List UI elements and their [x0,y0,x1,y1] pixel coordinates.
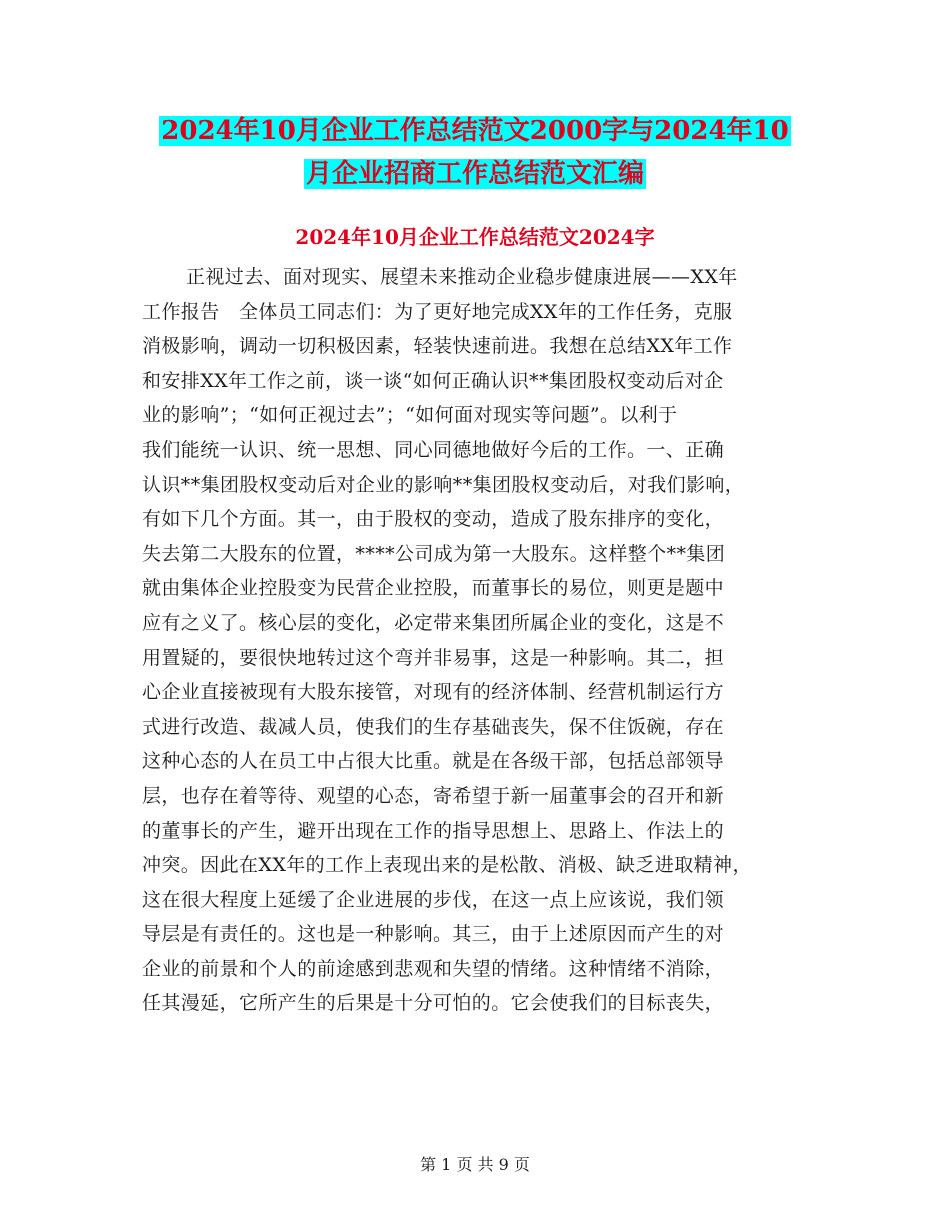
body-line: 导层是有责任的。这也是一种影响。其三，由于上述原因而产生的对 [142,923,725,946]
section-heading: 2024年10月企业工作总结范文2024字 [295,225,655,249]
document-title-line-2-text: 月企业招商工作总结范文汇编 [305,159,644,189]
body-line: 的董事长的产生，避开出现在工作的指导思想上、思路上、作法上的 [142,819,725,842]
body-line: 冲突。因此在XX年的工作上表现出来的是松散、消极、缺乏进取精神， [142,854,752,877]
body-line: 和安排XX年工作之前，谈一谈“如何正确认识**集团股权变动后对企 [142,369,724,392]
body-line: 这在很大程度上延缓了企业进展的步伐，在这一点上应该说，我们领 [142,888,725,911]
body-line: 心企业直接被现有大股东接管，对现有的经济体制、经营机制运行方 [142,681,725,704]
body-line: 正视过去、面对现实、展望未来推动企业稳步健康进展——XX年 [186,266,738,288]
body-line: 层，也存在着等待、观望的心态，寄希望于新一届董事会的召开和新 [142,784,725,807]
body-line: 失去第二大股东的位置，****公司成为第一大股东。这样整个**集团 [142,542,726,565]
document-title-line-1 [0,112,950,150]
body-line: 式进行改造、裁减人员，使我们的生存基础丧失，保不住饭碗，存在 [142,715,725,738]
body-line: 业的影响”；“如何正视过去”；“如何面对现实等问题”。以利于 [142,404,678,427]
body-line: 消极影响，调动一切积极因素，轻装快速前进。我想在总结XX年工作 [142,335,733,358]
document-title-line-2 [0,155,950,193]
body-line: 这种心态的人在员工中占很大比重。就是在各级干部，包括总部领导 [142,750,725,773]
body-line: 企业的前景和个人的前途感到悲观和失望的情绪。这种情绪不消除， [142,957,725,980]
body-line: 就由集体企业控股变为民营企业控股，而董事长的易位，则更是题中 [142,577,725,600]
body-line: 工作报告 全体员工同志们：为了更好地完成XX年的工作任务，克服 [142,300,733,323]
body-line: 应有之义了。核心层的变化，必定带来集团所属企业的变化，这是不 [142,611,725,634]
body-line: 任其漫延，它所产生的后果是十分可怕的。它会使我们的目标丧失， [142,992,725,1015]
page-footer: 第 1 页 共 9 页 [420,1155,530,1174]
body-line: 有如下几个方面。其一，由于股权的变动，造成了股东排序的变化， [142,508,725,531]
body-text [142,260,812,1021]
body-line: 我们能统一认识、统一思想、同心同德地做好今后的工作。一、正确 [142,438,725,461]
body-line: 用置疑的，要很快地转过这个弯并非易事，这是一种影响。其二，担 [142,646,725,669]
document-title-line-1-text: 2024年10月企业工作总结范文2000字与2024年10 [161,116,789,146]
body-line: 认识**集团股权变动后对企业的影响**集团股权变动后，对我们影响， [142,473,745,496]
